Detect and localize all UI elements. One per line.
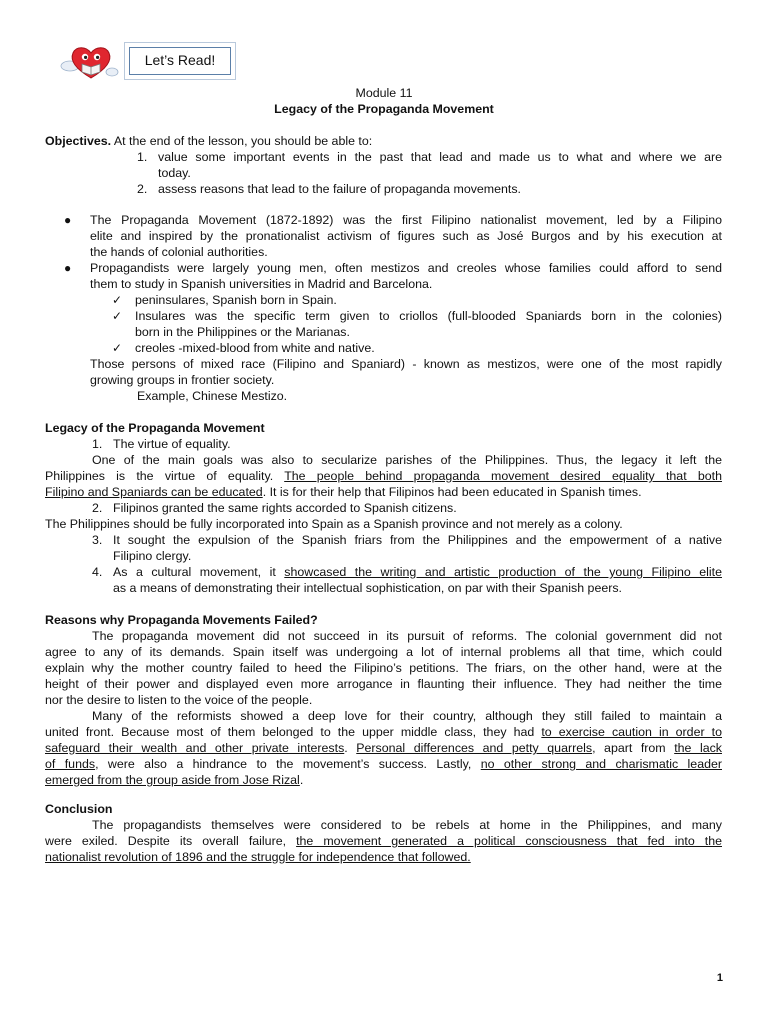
check-item-1: peninsulares, Spanish born in Spain.	[135, 293, 337, 307]
legacy-number-2: 2.	[92, 501, 103, 515]
bullet-2-line-2: them to study in Spanish universities in Madrid and Barcelona.	[90, 277, 433, 291]
lets-read-badge: Let’s Read!	[129, 47, 231, 75]
check-item-3: creoles -mixed-blood from white and native.	[135, 341, 375, 355]
objectives-intro: At the end of the lesson, you should be able to:	[111, 134, 373, 148]
objective-number-1: 1.	[137, 150, 148, 164]
legacy-number-4: 4.	[92, 565, 103, 579]
objective-1-line-2: today.	[158, 166, 191, 180]
reasons-para-1-line-3: explain why the mother country failed to heed the Filipino’s petitions. The friars, on the other hand, were at the	[45, 661, 722, 675]
check-item-2-line-1: Insulares was the specific term given to criollos (full-blooded Spaniards born in the colonies)	[135, 309, 722, 323]
conclusion-heading: Conclusion	[45, 802, 113, 816]
legacy-item-4-text: As a cultural movement, it	[113, 565, 285, 579]
example-line: Example, Chinese Mestizo.	[137, 389, 288, 403]
reasons-underlined: no other strong and charismatic leader	[480, 757, 722, 771]
legacy-number-3: 3.	[92, 533, 103, 547]
checkmark-icon: ✓	[112, 293, 123, 307]
reasons-para-2-line-4	[45, 757, 722, 773]
objective-number-2: 2.	[137, 182, 148, 196]
conclusion-line-3	[45, 850, 471, 866]
bullet-icon: ●	[64, 261, 72, 275]
legacy-para-underlined: Filipino and Spaniards can be educated	[45, 485, 263, 499]
legacy-item-2: Filipinos granted the same rights accorded to Spanish citizens.	[113, 501, 457, 515]
legacy-para-line-3	[45, 485, 642, 501]
legacy-para-underlined: The people behind propaganda movement desired equality that both	[284, 469, 722, 483]
legacy-heading: Legacy of the Propaganda Movement	[45, 421, 265, 435]
reasons-para-2-line-3	[45, 741, 722, 757]
reasons-text: .	[344, 741, 357, 755]
objective-1-line-1: value some important events in the past that lead and made us to what and where we are	[158, 150, 722, 164]
reasons-para-1-line-2: agree to any of its demands. Spain itself was undergoing a lot of internal problems all that time, which could	[45, 645, 722, 659]
conclusion-underlined: nationalist revolution of 1896 and the struggle for independence that followed.	[45, 850, 471, 864]
reasons-para-1-line-4: height of their power and displayed even more arrogance in flaunting their influence. They had neither the time	[45, 677, 722, 691]
reasons-underlined: emerged from the group aside from Jose Rizal	[45, 773, 300, 787]
conclusion-line-1: The propagandists themselves were considered to be rebels at home in the Philippines, and many	[92, 818, 722, 832]
check-item-2-line-2: born in the Philippines or the Marianas.	[135, 325, 350, 339]
reasons-text: united front. Because most of them belonged to the upper middle class, they had	[45, 725, 542, 739]
legacy-item-4-line-1	[113, 565, 722, 581]
reasons-para-2-line-1: Many of the reformists showed a deep love for their country, although they still failed to maintain a	[92, 709, 722, 723]
conclusion-line-2	[45, 834, 722, 850]
reasons-para-2-line-2	[45, 725, 722, 741]
reasons-text: , were also a hindrance to the movement’s success. Lastly,	[95, 757, 481, 771]
reasons-underlined: to exercise caution in order to	[541, 725, 722, 739]
mixed-race-line-2: growing groups in frontier society.	[90, 373, 275, 387]
reasons-para-1-line-5: nor the desire to listen to the voice of the people.	[45, 693, 313, 707]
reasons-underlined: safeguard their wealth and other private interests	[45, 741, 345, 755]
legacy-number-1: 1.	[92, 437, 103, 451]
bullet-icon: ●	[64, 213, 72, 227]
reasons-text: , apart from	[592, 741, 675, 755]
legacy-item-4-underlined: showcased the writing and artistic production of the young Filipino elite	[284, 565, 722, 579]
mixed-race-line-1: Those persons of mixed race (Filipino and Spaniard) - known as mestizos, were one of the most rapidly	[90, 357, 722, 371]
reasons-text: .	[299, 773, 304, 787]
reasons-para-1-line-1: The propaganda movement did not succeed in its pursuit of reforms. The colonial government did not	[92, 629, 722, 643]
legacy-item-2-note: The Philippines should be fully incorporated into Spain as a Spanish province and not merely as a colony.	[45, 517, 623, 531]
bullet-2-line-1: Propagandists were largely young men, often mestizos and creoles whose families could afford to send	[90, 261, 722, 275]
objective-2: assess reasons that lead to the failure of propaganda movements.	[158, 182, 521, 196]
bullet-1-line-1: The Propaganda Movement (1872-1892) was the first Filipino nationalist movement, led by a Filipino	[90, 213, 722, 227]
legacy-item-1: The virtue of equality.	[113, 437, 231, 451]
legacy-item-3-line-2: Filipino clergy.	[113, 549, 192, 563]
legacy-item-3-line-1: It sought the expulsion of the Spanish friars from the Philippines and the empowerment of a native	[113, 533, 722, 547]
page-number: 1	[716, 972, 723, 984]
conclusion-underlined: the movement generated a political consciousness that fed into the	[296, 834, 722, 848]
bullet-1-line-2: elite and inspired by the pronationalist activism of figures such as José Burgos and by his execution at	[90, 229, 722, 243]
legacy-para-line-1: One of the main goals was also to secularize parishes of the Philippines. Thus, the legacy it left the	[92, 453, 722, 467]
reasons-underlined: Personal differences and petty quarrels	[356, 741, 593, 755]
objectives-label: Objectives.	[45, 134, 112, 148]
legacy-para-text: Philippines is the virtue of equality.	[45, 469, 285, 483]
module-title: Legacy of the Propaganda Movement	[274, 102, 494, 116]
reasons-heading: Reasons why Propaganda Movements Failed?	[45, 613, 318, 627]
checkmark-icon: ✓	[112, 309, 123, 323]
reasons-underlined: of funds	[45, 757, 96, 771]
legacy-para-line-2	[45, 469, 722, 485]
checkmark-icon: ✓	[112, 341, 123, 355]
legacy-item-4-line-2: as a means of demonstrating their intellectual sophistication, on par with their Spanish peers.	[113, 581, 622, 595]
objectives-line	[45, 134, 372, 150]
legacy-para-text: . It is for their help that Filipinos had been educated in Spanish times.	[262, 485, 642, 499]
heart-mascot-icon	[60, 42, 122, 82]
conclusion-text: were exiled. Despite its overall failure,	[45, 834, 297, 848]
reasons-underlined: the lack	[674, 741, 722, 755]
module-number: Module 11	[355, 86, 413, 100]
reasons-para-2-line-5	[45, 773, 303, 789]
bullet-1-line-3: the hands of colonial authorities.	[90, 245, 268, 259]
